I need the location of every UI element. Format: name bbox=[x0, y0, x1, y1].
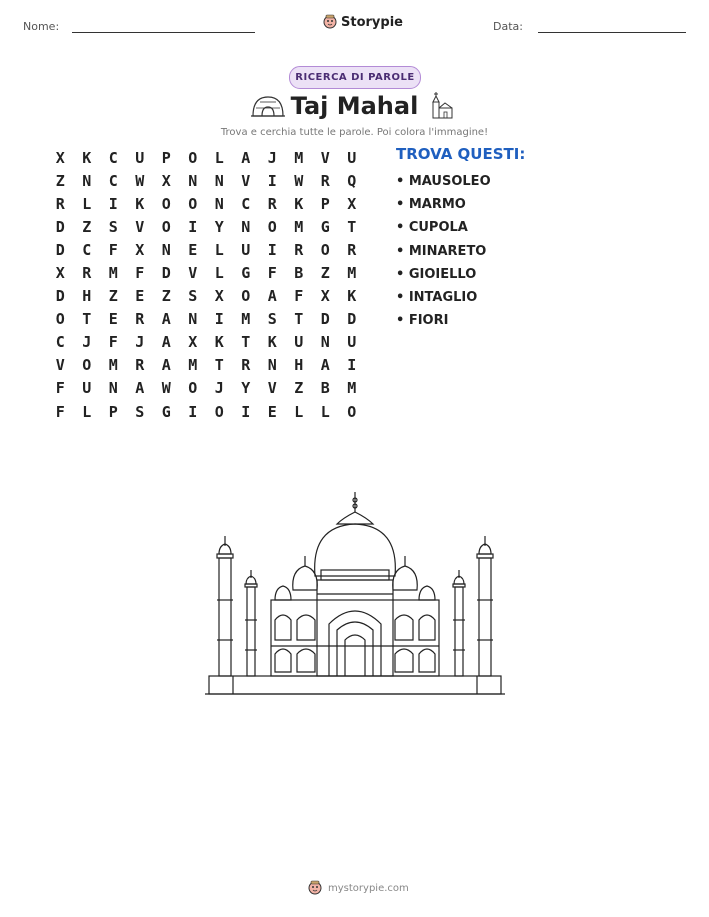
grid-cell[interactable]: M bbox=[108, 356, 118, 375]
grid-cell[interactable]: T bbox=[294, 310, 304, 329]
grid-cell[interactable]: U bbox=[294, 333, 304, 352]
grid-cell[interactable]: E bbox=[135, 287, 145, 306]
grid-cell[interactable]: B bbox=[294, 264, 304, 283]
grid-cell[interactable]: O bbox=[347, 402, 357, 421]
grid-cell[interactable]: R bbox=[267, 194, 277, 213]
grid-cell[interactable]: F bbox=[135, 264, 145, 283]
grid-cell[interactable]: I bbox=[347, 356, 357, 375]
grid-cell[interactable]: K bbox=[82, 148, 92, 167]
grid-cell[interactable]: R bbox=[320, 171, 330, 190]
grid-cell[interactable]: E bbox=[108, 310, 118, 329]
grid-cell[interactable]: C bbox=[241, 194, 251, 213]
grid-cell[interactable]: L bbox=[82, 402, 92, 421]
grid-cell[interactable]: O bbox=[188, 148, 198, 167]
grid-cell[interactable]: L bbox=[294, 402, 304, 421]
grid-cell[interactable]: V bbox=[241, 171, 251, 190]
word-item: • CUPOLA bbox=[396, 220, 468, 236]
grid-cell[interactable]: M bbox=[241, 310, 251, 329]
grid-cell[interactable]: K bbox=[267, 333, 277, 352]
grid-cell[interactable]: I bbox=[214, 310, 224, 329]
grid-cell[interactable]: R bbox=[82, 264, 92, 283]
grid-cell[interactable]: A bbox=[241, 148, 251, 167]
grid-cell[interactable]: O bbox=[267, 217, 277, 236]
grid-cell[interactable]: H bbox=[294, 356, 304, 375]
grid-cell[interactable]: M bbox=[188, 356, 198, 375]
grid-cell[interactable]: I bbox=[188, 217, 198, 236]
grid-cell[interactable]: O bbox=[55, 310, 65, 329]
grid-cell[interactable]: P bbox=[320, 194, 330, 213]
grid-cell[interactable]: F bbox=[55, 379, 65, 398]
grid-cell[interactable]: K bbox=[347, 287, 357, 306]
word-search-grid[interactable] bbox=[47, 146, 365, 423]
grid-cell[interactable]: N bbox=[161, 240, 171, 259]
grid-cell[interactable]: F bbox=[108, 333, 118, 352]
word-item: • MINARETO bbox=[396, 243, 487, 259]
grid-cell[interactable]: A bbox=[320, 356, 330, 375]
grid-cell[interactable]: L bbox=[214, 240, 224, 259]
grid-cell[interactable]: R bbox=[135, 356, 145, 375]
grid-cell[interactable]: O bbox=[161, 217, 171, 236]
grid-cell[interactable]: S bbox=[135, 402, 145, 421]
grid-cell[interactable]: V bbox=[188, 264, 198, 283]
grid-cell[interactable]: W bbox=[161, 379, 171, 398]
grid-cell[interactable]: N bbox=[241, 217, 251, 236]
grid-cell[interactable]: O bbox=[241, 287, 251, 306]
grid-cell[interactable]: D bbox=[347, 310, 357, 329]
grid-cell[interactable]: V bbox=[267, 379, 277, 398]
grid-cell[interactable]: X bbox=[55, 148, 65, 167]
grid-cell[interactable]: Z bbox=[82, 217, 92, 236]
grid-cell[interactable]: T bbox=[241, 333, 251, 352]
date-line[interactable] bbox=[538, 32, 686, 33]
grid-cell[interactable]: F bbox=[294, 287, 304, 306]
grid-cell[interactable]: Q bbox=[347, 171, 357, 190]
grid-cell[interactable]: Z bbox=[294, 379, 304, 398]
grid-cell[interactable]: J bbox=[267, 148, 277, 167]
grid-cell[interactable]: T bbox=[82, 310, 92, 329]
grid-cell[interactable]: I bbox=[188, 402, 198, 421]
grid-cell[interactable]: F bbox=[55, 402, 65, 421]
word-item: • MAUSOLEO bbox=[396, 174, 491, 189]
brand-name: Storypie bbox=[341, 14, 403, 30]
grid-cell[interactable]: M bbox=[347, 264, 357, 283]
grid-cell[interactable]: B bbox=[320, 379, 330, 398]
grid-cell[interactable]: W bbox=[294, 171, 304, 190]
grid-cell[interactable]: X bbox=[161, 171, 171, 190]
grid-cell[interactable]: J bbox=[214, 379, 224, 398]
grid-cell[interactable]: C bbox=[108, 148, 118, 167]
grid-cell[interactable]: M bbox=[294, 217, 304, 236]
grid-cell[interactable]: R bbox=[135, 310, 145, 329]
grid-cell[interactable]: K bbox=[294, 194, 304, 213]
grid-cell[interactable]: X bbox=[320, 287, 330, 306]
grid-cell[interactable]: E bbox=[267, 402, 277, 421]
grid-cell[interactable]: L bbox=[214, 148, 224, 167]
grid-cell[interactable]: T bbox=[347, 217, 357, 236]
grid-cell[interactable]: V bbox=[320, 148, 330, 167]
grid-cell[interactable]: T bbox=[214, 356, 224, 375]
grid-cell[interactable]: D bbox=[161, 264, 171, 283]
grid-cell[interactable]: F bbox=[267, 264, 277, 283]
grid-cell[interactable]: U bbox=[347, 148, 357, 167]
grid-cell[interactable]: V bbox=[135, 217, 145, 236]
category-badge: RICERCA DI PAROLE bbox=[289, 66, 421, 89]
grid-cell[interactable]: G bbox=[241, 264, 251, 283]
grid-cell[interactable]: C bbox=[55, 333, 65, 352]
footer-url[interactable]: mystorypie.com bbox=[328, 882, 409, 894]
grid-cell[interactable]: M bbox=[294, 148, 304, 167]
grid-cell[interactable]: K bbox=[135, 194, 145, 213]
grid-cell[interactable]: Y bbox=[214, 217, 224, 236]
grid-cell[interactable]: A bbox=[161, 356, 171, 375]
grid-cell[interactable]: U bbox=[241, 240, 251, 259]
grid-cell[interactable]: L bbox=[82, 194, 92, 213]
grid-cell[interactable]: O bbox=[188, 379, 198, 398]
grid-cell[interactable]: W bbox=[135, 171, 145, 190]
grid-cell[interactable]: D bbox=[55, 217, 65, 236]
storypie-mascot-icon bbox=[323, 14, 337, 30]
grid-cell[interactable]: X bbox=[347, 194, 357, 213]
grid-cell[interactable]: D bbox=[55, 240, 65, 259]
grid-cell[interactable]: C bbox=[82, 240, 92, 259]
grid-cell[interactable]: D bbox=[55, 287, 65, 306]
grid-cell[interactable]: P bbox=[161, 148, 171, 167]
word-item: • GIOIELLO bbox=[396, 266, 477, 282]
grid-cell[interactable]: L bbox=[320, 402, 330, 421]
grid-cell[interactable]: A bbox=[267, 287, 277, 306]
storypie-mascot-icon bbox=[308, 880, 322, 896]
instructions: Trova e cerchia tutte le parole. Poi colora l'immagine! bbox=[220, 127, 489, 138]
grid-cell[interactable]: M bbox=[108, 264, 118, 283]
grid-cell[interactable]: N bbox=[267, 356, 277, 375]
grid-cell[interactable]: G bbox=[161, 402, 171, 421]
name-label: Nome: bbox=[23, 20, 60, 33]
grid-cell[interactable]: H bbox=[82, 287, 92, 306]
grid-cell[interactable]: Z bbox=[161, 287, 171, 306]
grid-cell[interactable]: N bbox=[214, 171, 224, 190]
church-icon bbox=[430, 90, 454, 120]
grid-cell[interactable]: M bbox=[347, 379, 357, 398]
grid-cell[interactable]: N bbox=[320, 333, 330, 352]
grid-cell[interactable]: I bbox=[108, 194, 118, 213]
grid-cell[interactable]: Z bbox=[55, 171, 65, 190]
grid-cell[interactable]: G bbox=[320, 217, 330, 236]
grid-cell[interactable]: I bbox=[267, 240, 277, 259]
grid-cell[interactable]: N bbox=[188, 171, 198, 190]
grid-cell[interactable]: N bbox=[214, 194, 224, 213]
footer bbox=[308, 880, 409, 896]
grid-cell[interactable]: N bbox=[108, 379, 118, 398]
grid-cell[interactable]: J bbox=[135, 333, 145, 352]
grid-cell[interactable]: R bbox=[347, 240, 357, 259]
grid-cell[interactable]: O bbox=[82, 356, 92, 375]
name-line[interactable] bbox=[72, 32, 255, 33]
word-list bbox=[396, 170, 491, 332]
grid-cell[interactable]: Z bbox=[108, 287, 118, 306]
word-list-heading: TROVA QUESTI: bbox=[396, 145, 526, 163]
grid-cell[interactable]: X bbox=[55, 264, 65, 283]
grid-cell[interactable]: U bbox=[82, 379, 92, 398]
grid-cell[interactable]: S bbox=[267, 310, 277, 329]
grid-cell[interactable]: P bbox=[108, 402, 118, 421]
grid-cell[interactable]: Z bbox=[320, 264, 330, 283]
grid-cell[interactable]: X bbox=[188, 333, 198, 352]
grid-cell[interactable]: E bbox=[188, 240, 198, 259]
grid-cell[interactable]: L bbox=[214, 264, 224, 283]
grid-cell[interactable]: I bbox=[241, 402, 251, 421]
word-item: • MARMO bbox=[396, 197, 466, 213]
grid-cell[interactable]: C bbox=[108, 171, 118, 190]
grid-cell[interactable]: J bbox=[82, 333, 92, 352]
grid-cell[interactable]: R bbox=[55, 194, 65, 213]
grid-cell[interactable]: V bbox=[55, 356, 65, 375]
grid-cell[interactable]: D bbox=[320, 310, 330, 329]
grid-cell[interactable]: R bbox=[294, 240, 304, 259]
grid-cell[interactable]: A bbox=[161, 310, 171, 329]
grid-cell[interactable]: O bbox=[188, 194, 198, 213]
date-label: Data: bbox=[493, 20, 523, 33]
grid-cell[interactable]: N bbox=[82, 171, 92, 190]
grid-cell[interactable]: U bbox=[347, 333, 357, 352]
taj-mahal-illustration[interactable] bbox=[205, 490, 505, 700]
grid-cell[interactable]: K bbox=[214, 333, 224, 352]
grid-cell[interactable]: I bbox=[267, 171, 277, 190]
grid-cell[interactable]: A bbox=[135, 379, 145, 398]
brand-logo bbox=[323, 14, 403, 30]
word-item: • INTAGLIO bbox=[396, 289, 478, 305]
grid-cell[interactable]: R bbox=[241, 356, 251, 375]
grid-cell[interactable]: F bbox=[108, 240, 118, 259]
grid-cell[interactable]: Y bbox=[241, 379, 251, 398]
grid-cell[interactable]: N bbox=[188, 310, 198, 329]
word-item: • FIORI bbox=[396, 313, 449, 329]
grid-cell[interactable]: A bbox=[161, 333, 171, 352]
grid-cell[interactable]: O bbox=[320, 240, 330, 259]
page-title: Taj Mahal bbox=[290, 92, 419, 120]
grid-cell[interactable]: O bbox=[214, 402, 224, 421]
grid-cell[interactable]: S bbox=[188, 287, 198, 306]
grid-cell[interactable]: X bbox=[135, 240, 145, 259]
grid-cell[interactable]: O bbox=[161, 194, 171, 213]
grid-cell[interactable]: U bbox=[135, 148, 145, 167]
grid-cell[interactable]: X bbox=[214, 287, 224, 306]
grid-cell[interactable]: S bbox=[108, 217, 118, 236]
